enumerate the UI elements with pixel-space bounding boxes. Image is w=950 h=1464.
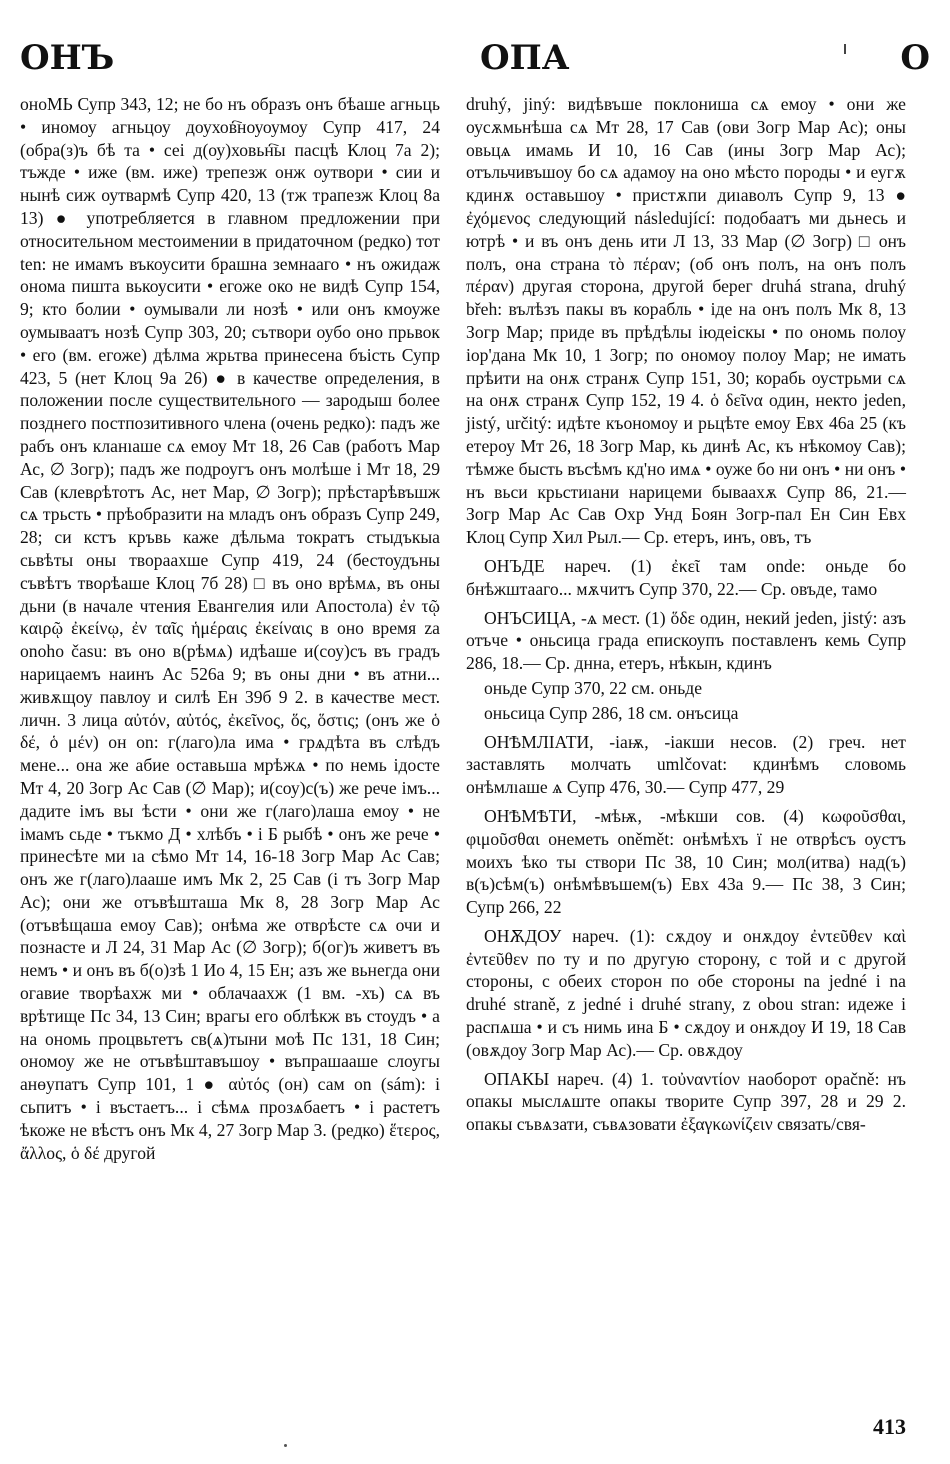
running-head-center: ОПА <box>480 38 570 78</box>
entry-onemeti: ОНѢМѢТИ, -мѣѭ, -мѣкши сов. (4) κωφοῦσθαι, φιμοῦσθαι онеметь oněmět: онѣмѣхъ ї не отвρѣсъ оустъ моихъ ѣко ты створи Пс 38, 10 Син; мол(итва) над(ъ) в(ъ)сѣм(ъ) онѣмѣвъшем(ъ) Евх 43а 9.— Пс 38, 3 Син; Супр 266, 22 <box>466 805 906 918</box>
entry-onde: ОНЪДЕ нареч. (1) ἐκεῖ там onde: оньде бо бнѣжштааго... мѫчитъ Супр 370, 22.— Ср. овъде, тамо <box>466 555 906 599</box>
right-column <box>466 93 906 1136</box>
left-column <box>20 93 440 1164</box>
entry-onemliati: ОНѢМЛІАТИ, -іаѭ, -іакши несов. (2) греч. нет заставлять молчать umlčovat: кдинѣмъ словомь онѣмлıаше ѧ Супр 476, 30.— Супр 477, 29 <box>466 731 906 798</box>
entry-onodou: ОНѪДОУ нареч. (1): сѫдоу и онѫдоу ἐντεῦθεν καὶ ἐντεῦθεν по ту и по другую сторону, с той и с другой стороны, с обеих сторон по обе стороны na jedné i na druhé straně, z jedné i druhé strany, z obou stran: идеже і распѧша • и съ нимь ина Б • сѫдоу и онѫдоу И 19, 18 Сав (овѫдоу Зогр Мар Ас).— Ср. овѫдоу <box>466 925 906 1060</box>
entry-crossref-onsica: оньсица Супр 286, 18 см. онъсица <box>484 702 739 723</box>
running-head-letter: О <box>900 38 930 78</box>
entry-continuation: druhý, jiný: видѣвъше поклониша сѧ емоу • они же оусѫмьнѣша сѧ Мт 28, 17 Сав (ови Зогр Мар Ас); оны овьцѧ имамь И 10, 16 Сав (ины Зогр Мар Ас); отъльчивъшоу бо сѧ адамоу на оно мѣсто породы • и еугѫ кдинѫ оставьшоу • пристѫпи диıаволъ Супр 9, 13 ● ἐχόμενος следующий následující: подобаатъ ми дьнесь и ютрѣ • и въ онъ день ити Л 13, 33 Мар (∅ Зогр) □ онъ полъ, она страна τὸ πέραν; (об онъ полъ, на онъ полъ πέραν) другая сторона, другой берег druhá strana, druhý břeh: вълѣзъ пакы въ корабль • іде на онъ полъ Мк 8, 13 Зогр Мар; приде въ прѣдѣлы іюдеіскы • по ономь полоу іор'дана Мк 10, 1 Зогр; по ономоу полоу Мар; не имать прѣити на онѫ странѫ Супр 151, 30; корабь оустрьми сѧ на онѫ странѫ Супр 152, 19 4. ὁ δεῖνα один, некто jeden, jistý, určitý: идѣте къономоу и рьцѣте емоу Евх 46а 25 (къ етероу Мт 26, 18 Зогр Мар, кь динѣ Ас, къ нѣкомоу Сав); тѣмже бысть въсѣмъ кд'но имѧ • оуже бо ни онъ • ни онъ • нъ вьси крьстиıани нарицеми бываахѫ Супр 86, 21.— Зогр Мар Ас Сав Охр Унд Боян Зогр-пал Ен Син Евх Клоц Супр Хил Рыл.— Ср. етеръ, инъ, овъ, тъ <box>466 94 906 548</box>
entry-crossref-onde: оньде Супр 370, 22 см. оньде <box>484 677 703 698</box>
entry-continuation: оноМЬ Супр 343, 12; не бо нъ образъ онъ бѣаше агньць • иномоу агньцоу доухов҇ноуоумоу Супр 417, 24 (обра(з)ъ бѣ та • сеі д(оу)ховьн҇ы пасцѣ Клоц 7а 2); тъжде • иже (вм. иже) трепезж онж оутвори • сии и нынѣ сиж оутвармѣ Супр 420, 13 (тж трапезж Клоц 8а 13) ● употребляется в главном предложении при относительном местоимении в придаточном (редко) тот ten: не имамъ въкоусити брашна земнааго • нъ ожидаж онома пишта вькоусити • егоже око не видѣ Супр 154, 9; кто болии • оумывали ли нозѣ • или онъ кмоужe оумываатъ нозѣ Супр 303, 20; сътвори оубо оно прьвок • его (вм. егоже) дѣлма жрьтва принесена бъість Супр 423, 5 (нет Клоц 9а 26) ● в качестве определения, в положении после существительного — зародыш более позднего постпозитивного члена (очень редко): падъ же рабъ онъ кланıаше сѧ емоу Мт 18, 26 Сав (рабоτъ Мар Ас, ∅ Зогр); падъ же подроугъ онъ молѣше і Мт 18, 29 Сав (клевρѣтотъ Ас, нет Мар, ∅ Зогр); прѣстарѣвъшж сѧ трьсть • прѣобразити на младъ онъ образъ Супр 249, 28; си кстъ кръвь каже дѣльма тократъ стыдъкыа сьвѣты оны твораахше Супр 419, 24 (бестоудъны съвѣтъ твоρѣаше Клоц 7б 28) □ въ оно врѣмѧ, въ оны дьни (в начале чтения Евангелия или Апостола) ἐν τῷ καιρῷ ἐκείνῳ, ἐν ταῖς ἡμέραις ἐκείναις в оно время za onoho času: въ оно в(рѣмѧ) идѣаше и(соу)съ въ градъ нарицаемъ наинъ Ас 526а 9; въ оны дни • въ атни... живѫщоу павлоу и силѣ Ен 39б 9 2. в качестве мест. личн. 3 лица αὐτόν, αὐτός, ἐκεῖνος, ὅς, ὅστις; (онъ же ὁ δέ, ὁ μέν) он on: г(лаго)ла има • грѧдѣта въ слѣдъ мене... она же абие оставьша мрѣжѧ • по немь ідосте Мт 4, 20 Зогр Ас Сав (∅ Мар); и(соу)с(ъ) же рече імъ... дадите імъ вы ѣсти • они же г(лаго)лаша емоу • не імамъ сьде • тъкмо Д • хлѣбъ • і Б рыбѣ • онъ же рече • принесѣте ми ıа сѣмо Мт 14, 16-18 Зогр Мар Ас Сав; онъ же г(лаго)лааше имъ Мк 2, 25 Сав (і тъ Зогр Мар Ас); они же отъвѣшташа Мк 8, 28 Зогр Мар Ас (отъвѣщаша емоу Сав); онѣма же отвρѣсте сѧ очи и познасте и Л 24, 31 Мар Ас (∅ Зогр); б(ог)ъ живетъ въ немъ • и онъ въ б(о)зѣ 1 Ио 4, 15 Ен; азъ же вьнегда они огавие творѣахж ми • облачаахж (1 вм. -хъ) сѧ въ врѣтище Пс 34, 13 Син; врагы его облѣкж въ стоудъ • а на ономь процвьтетъ св(ѧ)тыни моѣ Пс 131, 18 Син; ономоу же не отъвѣштавъшоу • въпрашааше слоугы анөупатъ Супр 101, 1 ● αὐτός (он) сам on (sám): і сьпитъ • і въстаетъ... і сѣмѧ прозѧбаетъ • і растетъ ѣкоже не вѣстъ онъ Мк 4, 27 Зогр Мар 3. (редко) ἕτερος, ἄλλος, ὁ δέ другой <box>20 94 440 1163</box>
print-dot <box>284 1444 287 1447</box>
entry-opaky: ОПАКЫ нареч. (4) 1. τοὐναντίον наоборот opačně: нъ опакы мыслѧште опакы творите Супр 397, 28 и 29 2. опакы съвѧзати, съвѧзовати ἐξαγκωνίζειν связать/свя- <box>466 1068 906 1135</box>
running-head-left: ОНЪ <box>20 38 115 78</box>
entry-onsica: ОНЪСИЦА, -ѧ мест. (1) ὅδε один, некий jeden, jistý: азъ отъче • оньсица града епискоупъ поставленъ кемь Супр 286, 18.— Ср. днна, етеръ, нѣкын, кдинъ <box>466 607 906 674</box>
page-number: 413 <box>873 1414 906 1439</box>
print-mark <box>844 44 846 54</box>
